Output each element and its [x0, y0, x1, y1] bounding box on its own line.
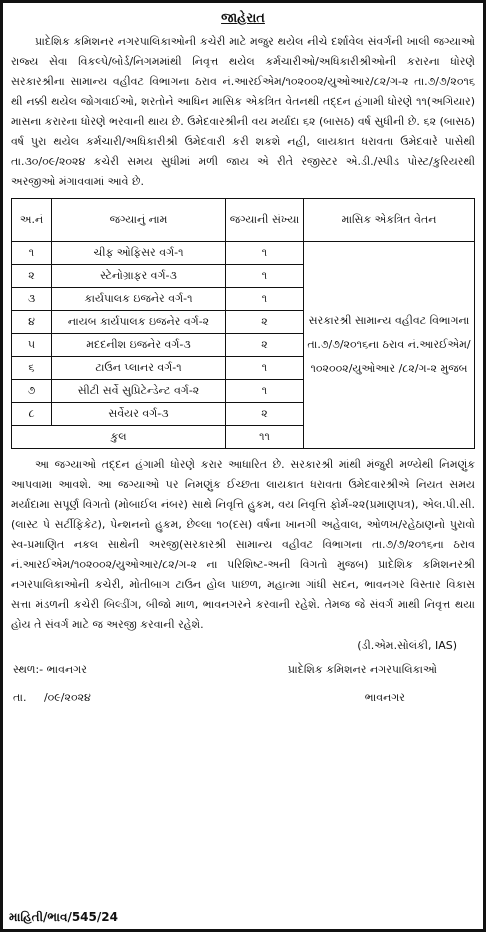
post-count-cell: ૧ [226, 357, 304, 380]
instructions-paragraph: આ જગ્યાઓ તદ્દન હંગામી ધોરણે કરાર આધારિત છે. સરકારશ્રી માંથી મંજુરી મળ્યેથી નિમણુંક આપવામા આવશે. આ જગ્યાઓ પર નિમણુંક ઈચ્છતા લાયકાત ધરાવતા ઉમેદવારશ્રીએ નિયત સમય મર્યાદામા સપૂર્ણ વિગતો (મોબાઈલ નંબર) સાથે નિવૃત્તિ હુકમ, વય નિવૃત્તિ ફોર્મ-૨૨(પ્રમાણપત્ર), એલ.પી.સી.(લાસ્ટ પે સર્ટીફિકેટ), પેન્શનનો હુકમ, છેલ્લા ૧૦(દસ) વર્ષના ખાનગી અહેવાલ, ઓળખ/રહેઠાણનો પુરાવો સ્વ-પ્રમાણિત નકલ સાથેની અરજી(સરકારશ્રી સામાન્ય વહીવટ વિભાગના તા.૭/૭/૨૦૧૬ના ઠરાવ નં.આરઈએમ/૧૦૨૦૦૨/યુઓઆર/૮૨/ગ-૨ ના પરિશિષ્ટ-અની વિગતો મુજબ) પ્રાદેશિક કમિશનરશ્રી નગરપાલિકાઓની કચેરી, મોતીબાગ ટાઉન હોલ પાછળ, મહાત્મા ગાંધી સદન, ભાવનગર વિસ્તાર વિકાસ સત્તા મંડળની કચેરી બિલ્ડીંગ, બીજો માળ, ભાવનગરને કરવાની રહેશે. તેમજ જે સંવર્ગ માથી નિવૃત્ત થયા હોય તે સંવર્ગ માટે જ અરજી કરવાની રહેશે. [11, 458, 475, 631]
header-post-name: જગ્યાનું નામ [52, 199, 226, 242]
total-value: ૧૧ [226, 426, 304, 449]
serial-cell: ૪ [12, 311, 52, 334]
total-label: કુલ [12, 426, 226, 449]
date-label: તા. /૦૯/૨૦૨૪ [13, 691, 91, 704]
post-name-cell: સીટી સર્વે સુપ્રિટેન્ડેન્ટ વર્ગ-૨ [52, 380, 226, 403]
post-count-cell: ૨ [226, 403, 304, 426]
post-name-cell: કાર્યપાલક ઇજનેર વર્ગ-૧ [52, 288, 226, 311]
post-name-cell: મદદનીશ ઇજનેર વર્ગ-૩ [52, 334, 226, 357]
serial-cell: ૧ [12, 242, 52, 265]
signature-row-1 [11, 663, 475, 677]
post-name-cell: નાયબ કાર્યપાલક ઇજનેર વર્ગ-૨ [52, 311, 226, 334]
serial-cell: ૮ [12, 403, 52, 426]
serial-cell: ૨ [12, 265, 52, 288]
post-count-cell: ૧ [226, 265, 304, 288]
serial-cell: ૫ [12, 334, 52, 357]
office-city: ભાવનગર [364, 691, 405, 704]
header-salary: માસિક એકત્રિત વેતન [304, 199, 475, 242]
serial-cell: ૩ [12, 288, 52, 311]
serial-cell: ૭ [12, 380, 52, 403]
reference-number: માહિતી/ભાવ/545/24 [9, 910, 118, 924]
post-name-cell: ચીફ ઓફિસર વર્ગ-૧ [52, 242, 226, 265]
post-count-cell: ૨ [226, 311, 304, 334]
header-serial: અ.નં [12, 199, 52, 242]
header-post-count: જગ્યાની સંખ્યા [226, 199, 304, 242]
signatory-name: (ડી.એમ.સોલંકી, IAS) [357, 639, 457, 652]
post-name-cell: સર્વેયર વર્ગ-૩ [52, 403, 226, 426]
serial-cell: ૬ [12, 357, 52, 380]
post-count-cell: ૧ [226, 288, 304, 311]
signatory-designation: પ્રાદેશિક કમિશનર નગરપાલિકાઓ [287, 663, 437, 676]
vacancy-table [11, 198, 475, 449]
post-name-cell: ટાઉન પ્લાનર વર્ગ-૧ [52, 357, 226, 380]
post-count-cell: ૧ [226, 242, 304, 265]
salary-cell: સરકારશ્રી સામાન્ય વહીવટ વિભાગના તા.૭/૭/૨૦૧૬ના ઠરાવ નં.આરઈએમ/૧૦૨૦૦૨/યુઓઆર /૮૨/ગ-૨ મુજબ [304, 242, 475, 449]
signature-row-2 [11, 691, 475, 705]
intro-paragraph: પ્રાદેશિક કમિશનર નગરપાલિકાઓની કચેરી માટે મજુર થયેલ નીચે દર્શાવેલ સંવર્ગની ખાલી જગ્યાઓ રાજ્ય સેવા વિકલ્પે/બોર્ડ/નિગમમાંથી નિવૃત્ત થયેલ કર્મચારીઓ/અધિકારીશ્રીઓની કરારના ધોરણે સરકારશ્રીના સામાન્ય વહીવટ વિભાગના ઠરાવ નં.આરઈએમ/૧૦૨૦૦૨/યુઓઆર/૮૨/ગ-૨ તા.૭/૭/૨૦૧૬ થી નક્કી થયેલ જોગવાઈઓ, શરતોને આધિન માસિક એકત્રિત વેતનથી તદ્દન હંગામી ધોરણે ૧૧(અગિયાર) માસના કરારના ધોરણે ભરવાની થાય છે. ઉમેદવારશ્રીની વય મર્યાદા ૬૨ (બાસઠ) વર્ષ સુધીની છે. ૬૨ (બાસઠ) વર્ષ પુરા થયેલ કર્મચારી/અધિકારીશ્રી ઉમેદવારી કરી શકશે નહી, લાયકાત ધરાવતા ઉમેદવારે પાસેથી તા.૩૦/૦૯/૨૦૨૪ કચેરી સમય સુધીમાં મળી જાય એ રીતે રજીસ્ટર એ.ડી./સ્પીડ પોસ્ટ/કુરિયરથી અરજીઓ મંગાવવામાં આવે છે. [11, 35, 475, 188]
vacancy-rows [12, 242, 475, 449]
post-count-cell: ૧ [226, 380, 304, 403]
post-name-cell: સ્ટેનોગ્રાફર વર્ગ-૩ [52, 265, 226, 288]
post-count-cell: ૨ [226, 334, 304, 357]
notice-title: જાહેરાત [221, 11, 265, 26]
place-label: સ્થળ:- ભાવનગર [13, 663, 87, 676]
table-row [12, 242, 475, 265]
table-header-row [12, 199, 475, 242]
